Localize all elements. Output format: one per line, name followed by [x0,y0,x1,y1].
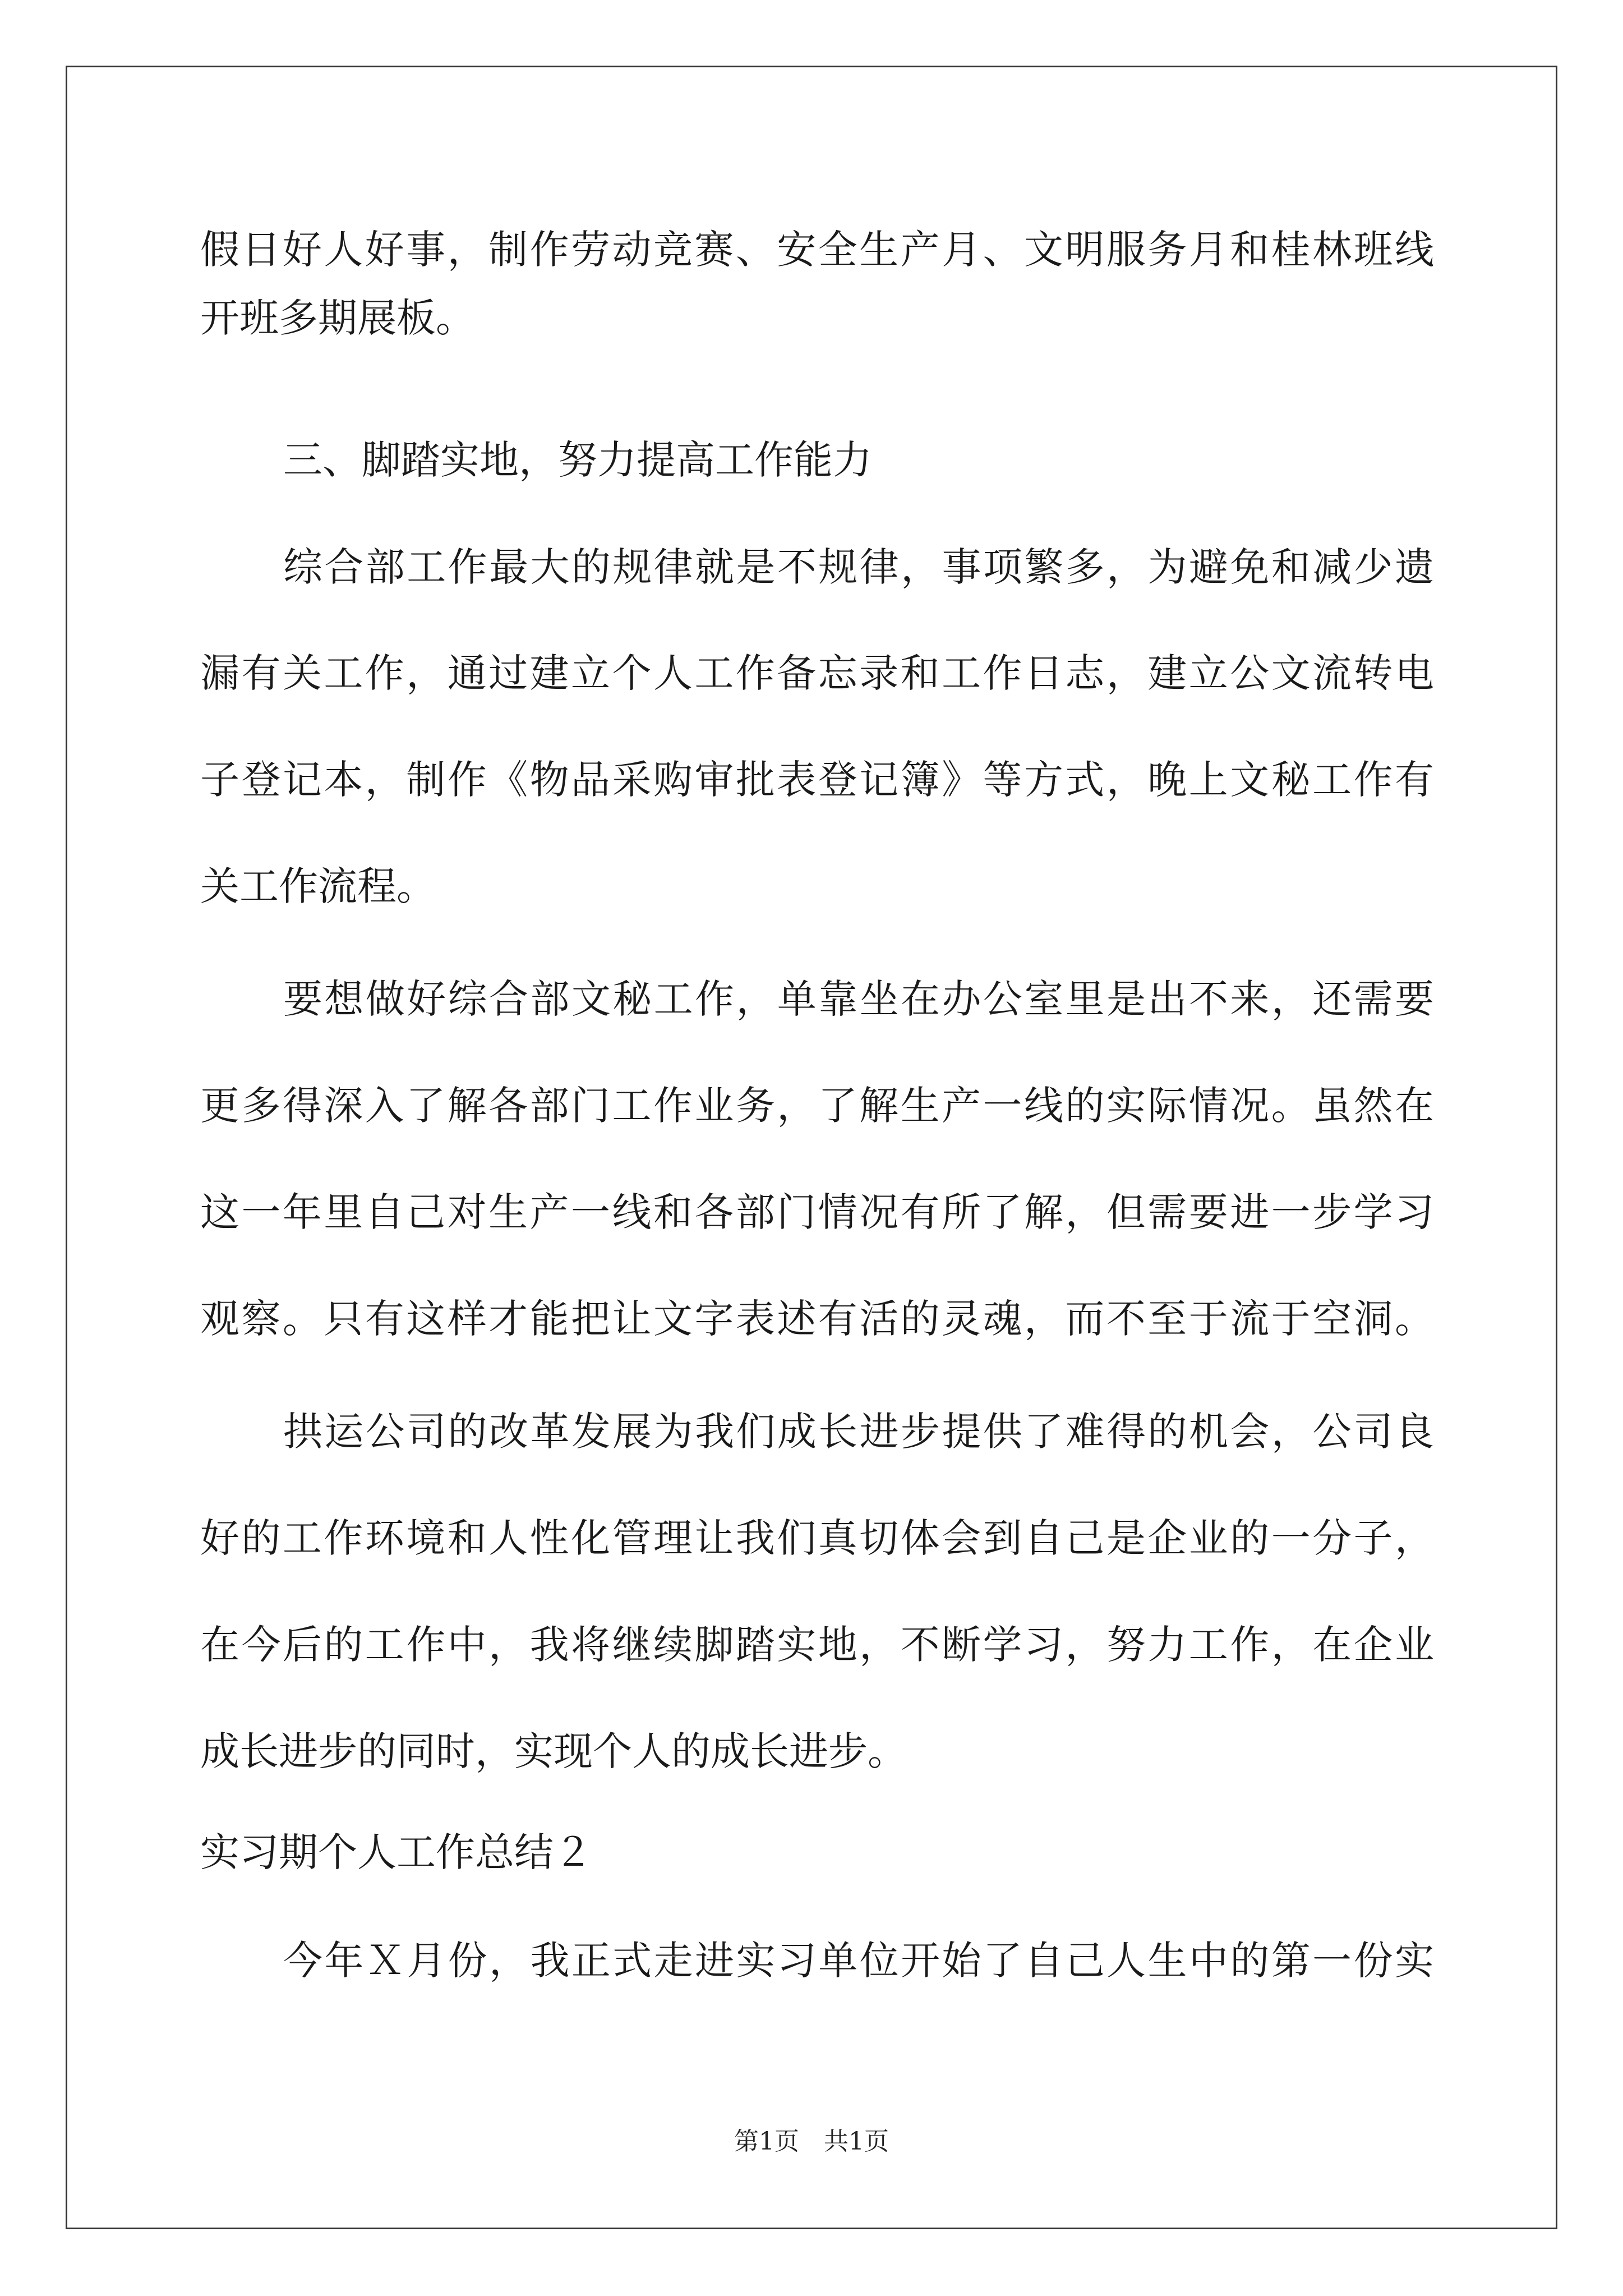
page-border [66,66,1557,2229]
paragraph-line: 拱运公司的改革发展为我们成长进步提供了难得的机会，公司良 [283,1409,1434,1455]
paragraph-line: 好的工作环境和人性化管理让我们真切体会到自己是企业的一分子， [200,1515,1434,1561]
section-title: 实习期个人工作总结２ [200,1829,593,1875]
section-heading: 三、脚踏实地，努力提高工作能力 [283,437,872,483]
paragraph-line: 子登记本，制作《物品采购审批表登记簿》等方式，晚上文秘工作有 [200,757,1434,803]
paragraph-line: 这一年里自己对生产一线和各部门情况有所了解，但需要进一步学习 [200,1189,1434,1235]
paragraph-line: 观察。只有这样才能把让文字表述有活的灵魂，而不至于流于空洞。 [200,1296,1434,1342]
paragraph-line: 假日好人好事，制作劳动竞赛、安全生产月、文明服务月和桂林班线 [200,227,1434,273]
paragraph-line: 开班多期展板。 [200,295,475,341]
paragraph-line: 漏有关工作，通过建立个人工作备忘录和工作日志，建立公文流转电 [200,650,1434,696]
paragraph-line: 关工作流程。 [200,863,436,909]
paragraph-line: 在今后的工作中，我将继续脚踏实地，不断学习，努力工作，在企业 [200,1622,1434,1668]
paragraph-line: 要想做好综合部文秘工作，单靠坐在办公室里是出不来，还需要 [283,976,1434,1022]
paragraph-line: 综合部工作最大的规律就是不规律，事项繁多，为避免和减少遗 [283,544,1434,590]
paragraph-line: 成长进步的同时，实现个人的成长进步。 [200,1728,907,1774]
paragraph-line: 今年Ｘ月份，我正式走进实习单位开始了自己人生中的第一份实 [283,1938,1434,1984]
paragraph-line: 更多得深入了解各部门工作业务，了解生产一线的实际情况。虽然在 [200,1083,1434,1129]
page-footer: 第1页 共1页 [734,2127,889,2156]
